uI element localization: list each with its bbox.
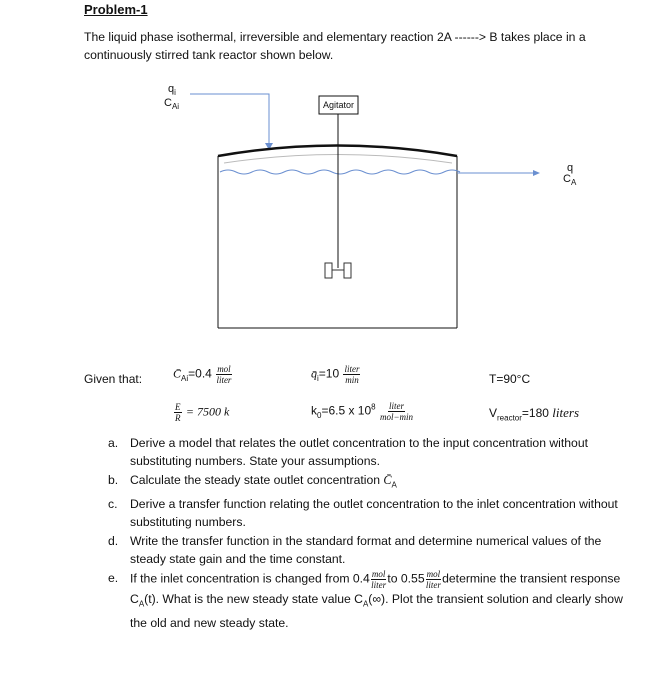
impeller-left-blade <box>325 263 332 278</box>
inlet-conc-label: $C_{Ai}$ <box>164 97 180 112</box>
given-k0: $k_0=6.5$ x $10^8$ $\frac{\text{liter}}{\text{mol−min}}$ <box>311 401 414 422</box>
question-c: c. Derive a transfer function relating the outlet concentration to the inlet concentration without substituting numbers. <box>108 497 618 530</box>
outlet-flow-label: q <box>567 162 574 174</box>
liquid-surface <box>220 170 460 174</box>
given-temperature: T=90°C <box>489 372 531 386</box>
question-list <box>108 434 628 633</box>
impeller-right-blade <box>344 263 351 278</box>
given-qi: $q̄_i=10$ $\frac{\text{liter}}{\min}$ <box>311 364 360 385</box>
question-d: d. Write the transfer function in the standard format and determine numerical values of the steady state gain and the time constant. <box>108 534 602 567</box>
question-a: a. Derive a model that relates the outlet concentration to the input concentration without substituting numbers. State your assumptions. <box>108 436 588 468</box>
problem-title: Problem-1 <box>84 2 148 17</box>
outlet-conc-label: $C_A$ <box>563 173 577 188</box>
inlet-line <box>190 94 269 145</box>
inlet-label <box>164 83 180 112</box>
outlet-label <box>563 162 577 188</box>
problem-intro: The liquid phase isothermal, irreversible and elementary reaction 2A ------> B takes place in a continuously stirred tank reactor shown below. <box>84 30 586 62</box>
given-volume: $V_{reactor}=180$ liters <box>489 405 580 423</box>
question-b: b. Calculate the steady state outlet concentration $C̄_A$ <box>108 473 397 490</box>
outlet-arrow <box>533 170 540 176</box>
given-e-over-r: $\frac{E}{R}$ = 7500 k <box>175 402 230 423</box>
given-cai: $C̄_{Ai}=0.4$ $\frac{\text{mol}}{\text{liter}}$ <box>173 364 232 385</box>
question-e: e. If the inlet concentration is changed from 0.4 $\frac{\text{mol}}{\text{liter}}$ to 0.55 $\frac{\text{mol}}{\text{liter}}$ determine the transient response $C_A(t)$. What is the new steady state value $C_A(\infty)$. Plot the transient solution and clearly show the old and new steady state. <box>108 569 623 630</box>
given-label: Given that: <box>84 372 143 386</box>
agitator-label: Agitator <box>323 100 355 110</box>
inlet-flow-label: $q_i$ <box>168 83 176 98</box>
